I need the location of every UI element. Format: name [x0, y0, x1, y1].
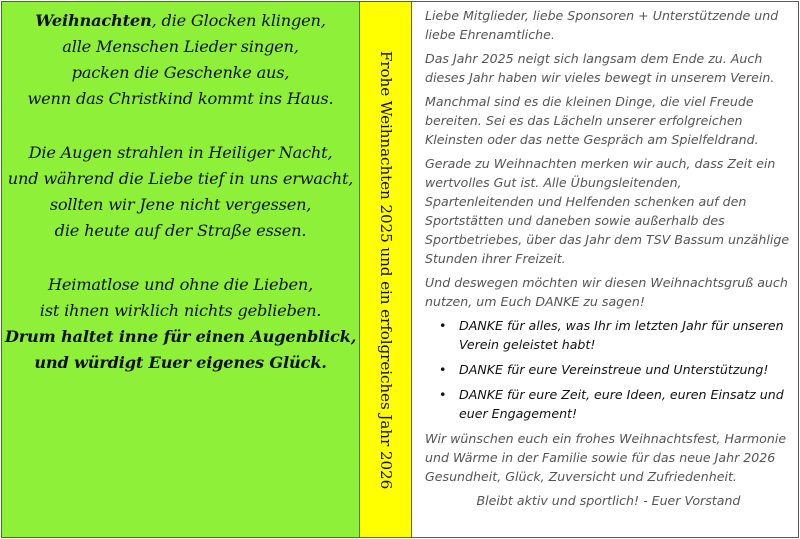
- poem-line-11-text: Drum haltet inne für einen Augenblick,: [4, 327, 357, 346]
- thanks-item-text: DANKE für alles, was Ihr im letzten Jahr für unseren Verein geleistet habt!: [459, 318, 784, 352]
- thanks-item-1: [439, 316, 792, 354]
- poem-line-3: packen die Geschenke aus,: [71, 63, 290, 82]
- poem-line-12: [34, 350, 326, 376]
- poem-line-12-text: und würdigt Euer eigenes Glück.: [34, 353, 327, 372]
- poem-line-1: [35, 8, 325, 34]
- poem-line-10: ist ihnen wirklich nichts geblieben.: [39, 301, 322, 320]
- bullet-icon: •: [439, 387, 447, 402]
- thanks-item-2: [439, 360, 792, 379]
- thanks-list: [425, 316, 792, 423]
- bullet-icon: •: [439, 362, 447, 377]
- letter-paragraph-4: Und deswegen möchten wir diesen Weihnachtsgruß auch nutzen, um Euch DANKE zu sagen!: [425, 275, 788, 309]
- poem-line-2: alle Menschen Lieder singen,: [62, 37, 299, 56]
- letter-paragraph-2: Manchmal sind es die kleinen Dinge, die viel Freude bereiten. Sei es das Lächeln unserer erfolgreichen Kleinsten oder das nette Gespräch am Spielfeldrand.: [425, 94, 759, 147]
- letter-paragraph-3: Gerade zu Weihnachten merken wir auch, dass Zeit ein wertvolles Gut ist. Alle Übungsleitenden, Spartenleitenden und Helfenden schenken auf den Sportstätten und daneben sowie außerhalb des Sportbetriebes, über das Jahr dem TSV Bassum unzählige Stunden ihrer Freizeit.: [425, 156, 790, 266]
- greeting-band-text: Frohe Weihnachten 2025 und ein erfolgreiches Jahr 2026: [376, 50, 395, 489]
- letter-greeting: Liebe Mitglieder, liebe Sponsoren + Unterstützende und liebe Ehrenamtliche.: [425, 8, 779, 42]
- poem-line-8: die heute auf der Straße essen.: [54, 221, 307, 240]
- thanks-item-text: DANKE für eure Zeit, eure Ideen, euren Einsatz und euer Engagement!: [459, 387, 784, 421]
- letter-paragraph-1: Das Jahr 2025 neigt sich langsam dem Ende zu. Auch dieses Jahr haben wir vieles bewegt in unserem Verein.: [425, 51, 775, 85]
- poem-line-1-rest: , die Glocken klingen,: [151, 11, 326, 30]
- letter-closing: Wir wünschen euch ein frohes Weihnachtsfest, Harmonie und Wärme in der Familie sowie für das neue Jahr 2026 Gesundheit, Glück, Zuversicht und Zufriedenheit.: [425, 431, 787, 484]
- letter-signature: Bleibt aktiv und sportlich! - Euer Vorstand: [476, 493, 741, 508]
- poem-line-9: Heimatlose und ohne die Lieben,: [47, 275, 314, 294]
- poem-line-7: sollten wir Jene nicht vergessen,: [49, 195, 312, 214]
- poem-first-word: Weihnachten: [35, 11, 152, 30]
- bullet-icon: •: [439, 318, 447, 333]
- letter-panel: [412, 2, 798, 537]
- poem-line-6: und während die Liebe tief in uns erwacht,: [7, 169, 354, 188]
- greeting-band: [360, 2, 412, 537]
- poem-line-4: wenn das Christkind kommt ins Haus.: [27, 89, 334, 108]
- poem-line-5: Die Augen strahlen in Heiliger Nacht,: [28, 143, 333, 162]
- thanks-item-text: DANKE für eure Vereinstreue und Unterstützung!: [459, 362, 769, 377]
- thanks-item-3: [439, 385, 792, 423]
- poem-panel: [2, 2, 360, 537]
- christmas-card: [1, 1, 799, 538]
- poem-line-11: [5, 324, 356, 350]
